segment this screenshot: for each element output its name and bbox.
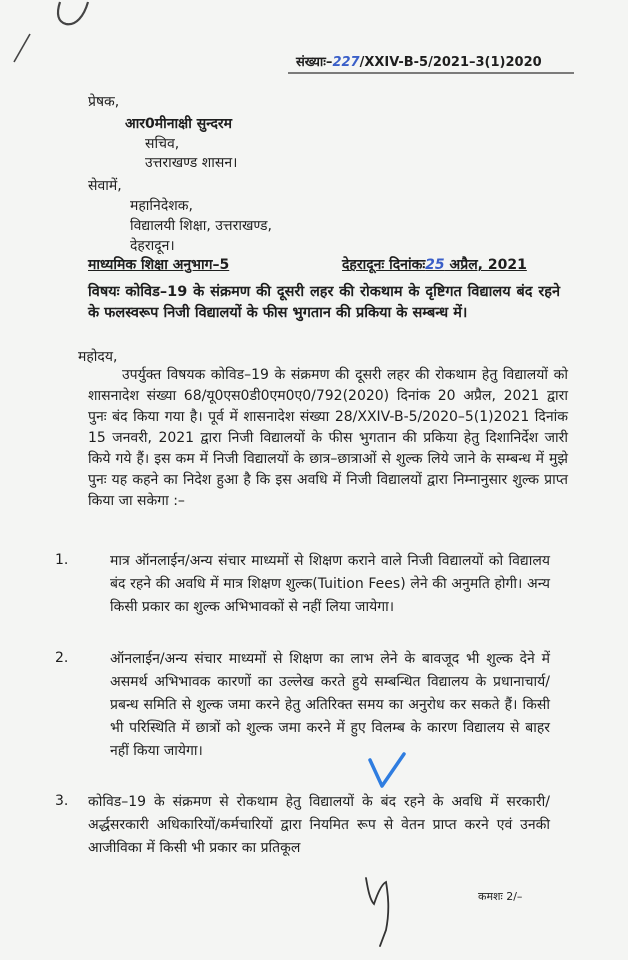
point-number: 3. [55, 793, 69, 809]
dateline-prefix: देहरादूनः दिनांकः [342, 257, 426, 273]
point-text: मात्र ऑनलाईन/अन्य संचार माध्यमों से शिक्षण कराने वाले निजी विद्यालयों को विद्यालय बंद रहने की अवधि में मात्र शिक्षण शुल्क(Tuition Fees) लेने की अनुमति होगी। अन्य किसी प्रकार का शुल्क अभिभावकों से नहीं लिया जायेगा। [110, 553, 550, 615]
dateline-handwritten-day: 25 [425, 257, 445, 273]
body-paragraph [88, 365, 568, 512]
reference-number [296, 52, 542, 70]
checkmark-icon [366, 752, 410, 792]
continuation-note: कमशः 2/– [478, 890, 523, 903]
reference-prefix: संख्याः– [296, 55, 333, 70]
recipient-label: सेवामें, [88, 178, 122, 194]
recipient-city: देहरादून। [130, 238, 175, 254]
signature-mark [360, 870, 430, 950]
point-number: 1. [55, 552, 69, 568]
point-text: ऑनलाईन/अन्य संचार माध्यमों से शिक्षण का लाभ लेने के बावजूद भी शुल्क देने में असमर्थ अभिभावक कारणों का उल्लेख करते हुये सम्बन्धित विद्यालय के प्रधानाचार्य/प्रबन्ध समिति से शुल्क जमा करने हेतु अतिरिक्त समय का अनुरोध कर सकते हैं। किसी भी परिस्थिति में छात्रों को शुल्क जमा करने में हुए विलम्ब के कारण विद्यालय से बाहर नहीं किया जायेगा। [110, 651, 550, 759]
recipient-designation: महानिदेशक, [130, 198, 193, 214]
recipient-office: विद्यालयी शिक्षा, उत्तराखण्ड, [130, 218, 272, 234]
sender-office: उत्तराखण्ड शासन। [145, 155, 238, 171]
section-name: माध्यमिक शिक्षा अनुभाग–5 [88, 257, 230, 273]
reference-handwritten-number: 227 [332, 55, 360, 70]
sender-designation: सचिव, [145, 136, 180, 152]
sender-label: प्रेषक, [88, 94, 120, 110]
reference-suffix: /XXIV-B-5/2021–3(1)2020 [359, 55, 542, 70]
sender-name: आर0मीनाक्षी सुन्दरम [125, 116, 233, 132]
dateline-suffix: अप्रैल, 2021 [444, 257, 527, 273]
salutation: महोदय, [78, 349, 118, 365]
dateline [342, 255, 527, 274]
reference-underline [288, 70, 578, 76]
body-text: उपर्युक्त विषयक कोविड–19 के संक्रमण की दूसरी लहर की रोकथाम हेतु विद्यालयों को शासनादेश संख्या 68/यू0एस0डी0एम0ए0/792(2020) दिनांक 20 अप्रैल, 2021 द्वारा पुनः बंद किया गया है। पूर्व में शासनादेश संख्या 28/XXIV-B-5/2020–5(1)2021 दिनांक 15 जनवरी, 2021 द्वारा निजी विद्यालयों के फीस भुगतान की प्रकिया हेतु दिशानिर्देश जारी किये गये हैं। इस कम में निजी विद्यालयों के छात्र–छात्राओं से शुल्क लिये जाने के सम्बन्ध में मुझे पुनः यह कहने का निदेश हुआ है कि इस अवधि में निजी विद्यालयों द्वारा निम्नानुसार शुल्क प्राप्त किया जा सकेगा :– [88, 367, 568, 509]
point-number: 2. [55, 650, 69, 666]
subject-line: विषयः कोविड–19 के संक्रमण की दूसरी लहर की रोकथाम के दृष्टिगत विद्यालय बंद रहने के फलस्वरूप निजी विद्यालयों के फीस भुगतान की प्रकिया के सम्बन्ध में। [88, 284, 560, 321]
point-text: कोविड–19 के संक्रमण से रोकथाम हेतु विद्यालयों के बंद रहने के अवधि में सरकारी/अर्द्धसरकारी अधिकारियों/कर्मचारियों द्वारा नियमित रूप से वेतन प्राप्त करने एवं उनकी आजीविका में किसी भी प्रकार का प्रतिकूल [88, 794, 550, 856]
